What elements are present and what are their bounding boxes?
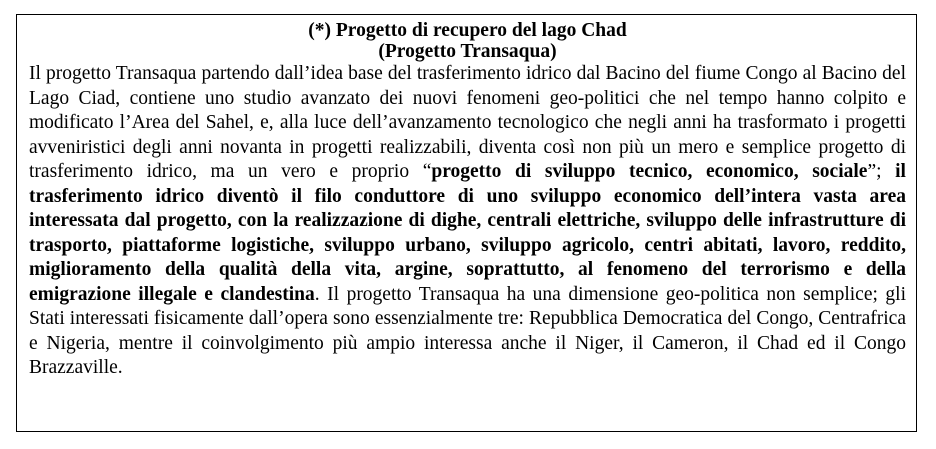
document-title	[29, 20, 906, 62]
body-paragraph	[29, 62, 906, 381]
title-line-1: (*) Progetto di recupero del lago Chad	[308, 20, 627, 41]
text-box	[16, 14, 917, 432]
paragraph-part-2: ”;	[867, 161, 896, 182]
paragraph-part-3: . Il progetto Transaqua ha una dimensione geo-politica non semplice; gli Stati interessati fisicamente dall’opera sono essenzialmente tre: Repubblica Democratica del Congo, Centrafrica e Nigeria, mentre il coinvolgimento più ampio interessa anche il Niger, il Cameron, il Chad ed il Congo Brazzaville.	[29, 283, 906, 378]
title-line-2: (Progetto Transaqua)	[378, 41, 557, 62]
bold-phrase-1: progetto di sviluppo tecnico, economico, sociale	[431, 161, 868, 182]
bold-phrase-2: il trasferimento idrico diventò il filo conduttore di uno sviluppo economico dell’intera vasta area interessata dal progetto, con la realizzazione di dighe, centrali elettriche, sviluppo delle infrastrutture di trasporto, piattaforme logistiche, sviluppo urbano, sviluppo agricolo, centri abitati, lavoro, reddito, miglioramento della qualità della vita, argine, soprattutto, al fenomeno del terrorismo e della emigrazione illegale e clandestina	[29, 161, 906, 305]
paragraph-part-1: Il progetto Transaqua partendo dall’idea base del trasferimento idrico dal Bacino del fiume Congo al Bacino del Lago Ciad, contiene uno studio avanzato dei nuovi fenomeni geo-politici che nel tempo hanno colpito e modificato l’Area del Sahel, e, alla luce dell’avanzamento tecnologico che negli anni ha trasformato i progetti avveniristici degli anni novanta in progetti realizzabili, diventa così non più un mero e semplice progetto di trasferimento idrico, ma un vero e proprio “	[29, 63, 906, 182]
